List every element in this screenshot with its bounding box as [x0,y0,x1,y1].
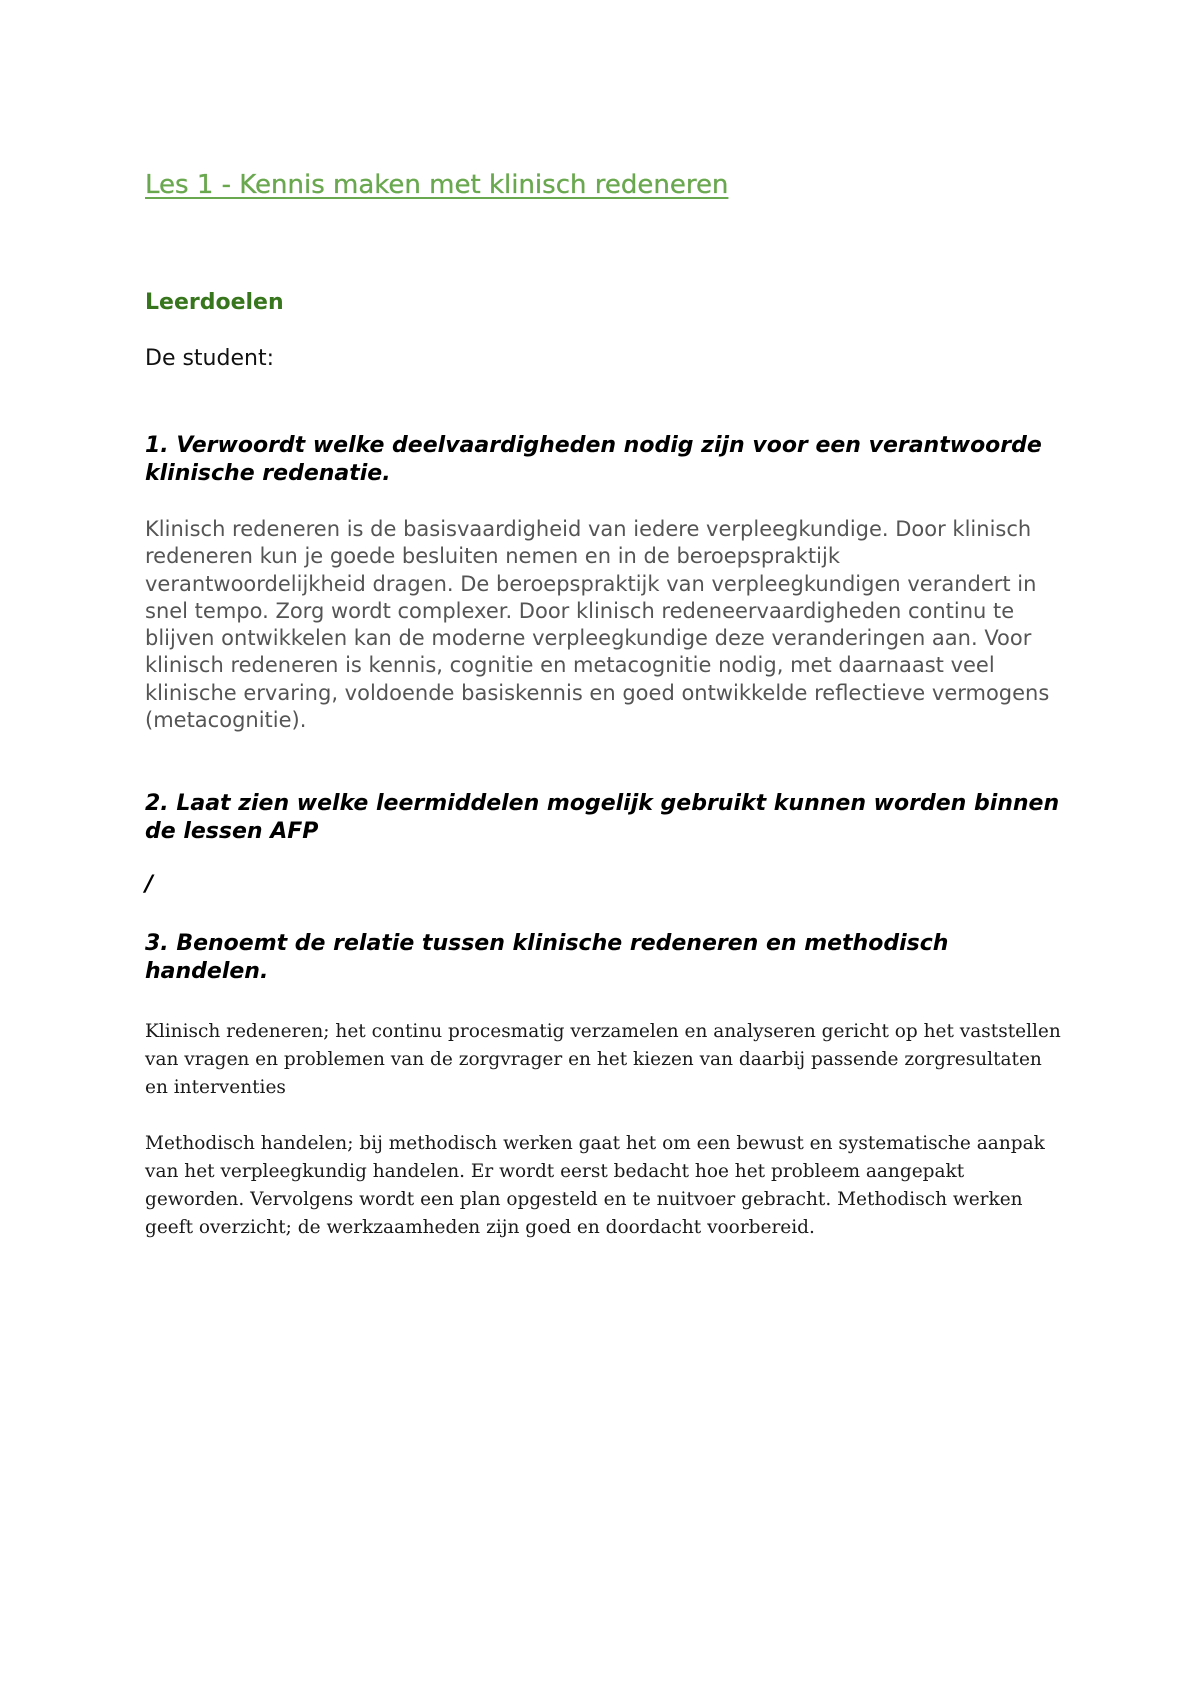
learning-goals-heading: Leerdoelen [145,290,284,315]
objective-1-body: Klinisch redeneren is de basisvaardigheid van iedere verpleegkundige. Door klinisch redeneren kun je goede besluiten nemen en in de beroepspraktijk verantwoordelijkheid dragen. De beroepspraktijk van verpleegkundigen verandert in snel tempo. Zorg wordt complexer. Door klinisch redeneervaardigheden continu te blijven ontwikkelen kan de moderne verpleegkundige deze veranderingen aan. Voor klinisch redeneren is kennis, cognitie en metacognitie nodig, met daarnaast veel klinische ervaring, voldoende basiskennis en goed ontwikkelde reflectieve vermogens (metacognitie). [145,517,1050,733]
objective-2-heading: 2. Laat zien welke leermiddelen mogelijk gebruikt kunnen worden binnen de lessen AFP [145,791,1060,844]
student-intro: De student: [145,346,274,371]
objective-3-paragraph-clinical-reasoning: Klinisch redeneren; het continu procesmatig verzamelen en analyseren gericht op het vaststellen van vragen en problemen van de zorgvrager en het kiezen van daarbij passende zorgresultaten en interventies [145,1021,1061,1098]
objective-1-heading: 1. Verwoordt welke deelvaardigheden nodig zijn voor een verantwoorde klinische redenatie. [145,433,1042,486]
document-title: Les 1 - Kennis maken met klinisch redeneren [145,170,729,200]
objective-2-body: / [145,872,154,897]
objective-3-paragraph-methodical-action: Methodisch handelen; bij methodisch werken gaat het om een bewust en systematische aanpak van het verpleegkundig handelen. Er wordt eerst bedacht hoe het probleem aangepakt geworden. Vervolgens wordt een plan opgesteld en te nuitvoer gebracht. Methodisch werken geeft overzicht; de werkzaamheden zijn goed en doordacht voorbereid. [145,1133,1045,1238]
objective-3-heading: 3. Benoemt de relatie tussen klinische redeneren en methodisch handelen. [145,931,949,984]
